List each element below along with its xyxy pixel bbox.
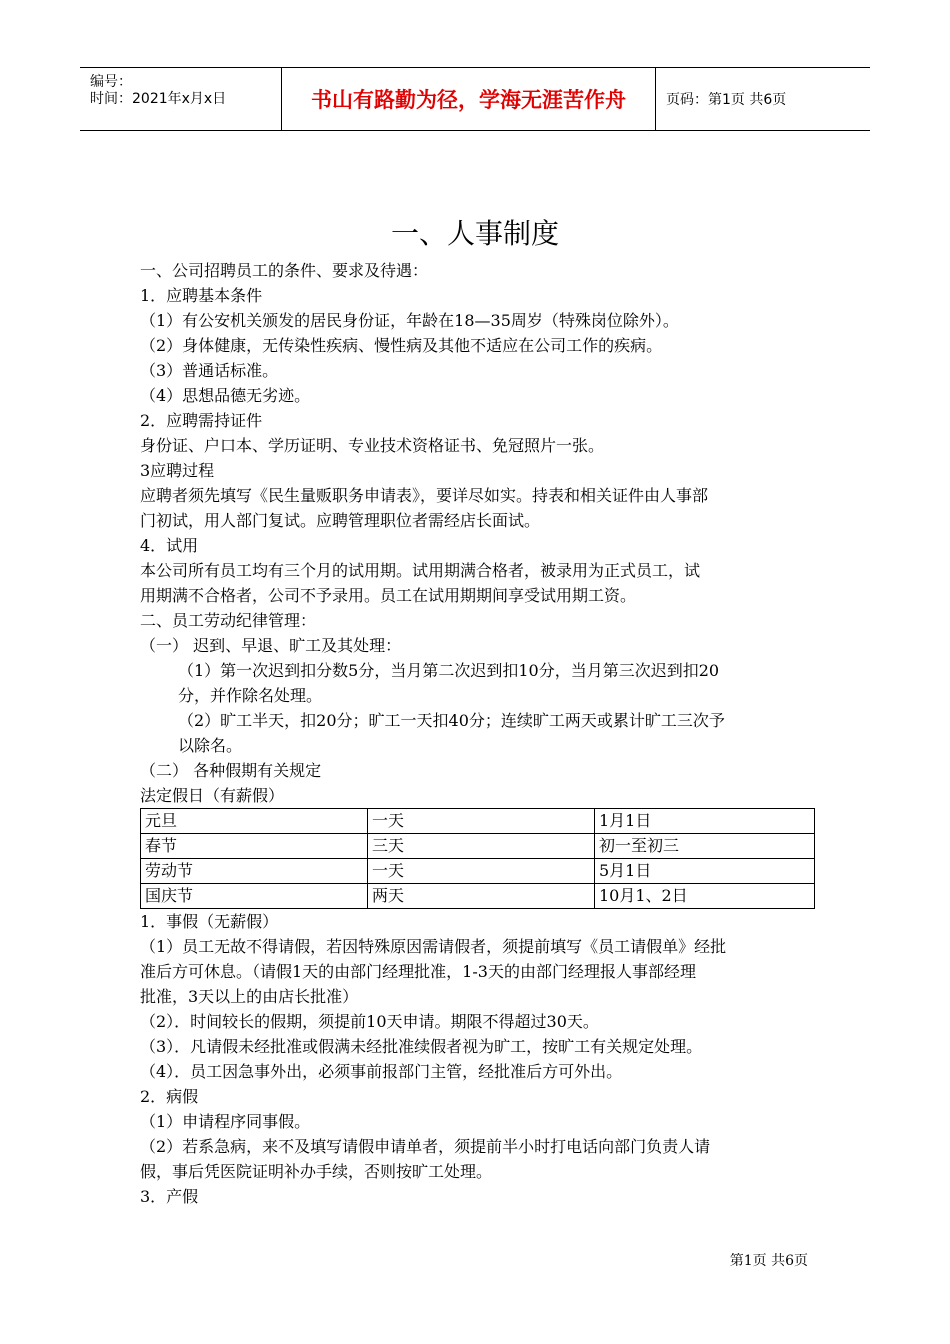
text-line: （3）．凡请假未经批准或假满未经批准续假者视为旷工，按旷工有关规定处理。 — [140, 1037, 703, 1056]
page-footer: 第1页 共6页 — [729, 1253, 808, 1269]
text-line: 准后方可休息。（请假1天的由部门经理批准，1-3天的由部门经理报人事部经理 — [140, 962, 696, 981]
table-cell: 10月1、2日 — [595, 884, 815, 909]
table-cell: 一天 — [368, 809, 595, 834]
text-line: （4）．员工因急事外出，必须事前报部门主管，经批准后方可外出。 — [140, 1062, 623, 1081]
table-cell: 春节 — [141, 834, 368, 859]
text-line: 3．产假 — [140, 1187, 199, 1206]
holiday-table — [140, 808, 815, 909]
text-line: 以除名。 — [178, 736, 243, 755]
table-row — [141, 834, 815, 859]
text-line: 身份证、户口本、学历证明、专业技术资格证书、免冠照片一张。 — [140, 436, 605, 455]
table-cell: 国庆节 — [141, 884, 368, 909]
text-line: 应聘者须先填写《民生量贩职务申请表》，要详尽如实。持表和相关证件由人事部 — [140, 486, 709, 505]
table-cell: 初一至初三 — [595, 834, 815, 859]
header-motto: 书山有路勤为径，学海无涯苦作舟 — [281, 68, 656, 130]
text-line: （4）思想品德无劣迹。 — [140, 386, 311, 405]
table-cell: 5月1日 — [595, 859, 815, 884]
text-line: （3）普通话标准。 — [140, 361, 279, 380]
table-row — [141, 809, 815, 834]
table-cell: 劳动节 — [141, 859, 368, 884]
header-page-info: 页码：第1页 共6页 — [666, 92, 787, 108]
section-leave-rules — [140, 909, 820, 1209]
document-title: 一、人事制度 — [390, 217, 559, 250]
text-line: （1）第一次迟到扣分数5分，当月第二次迟到扣10分，当月第三次迟到扣20 — [178, 661, 720, 680]
text-line: 2．病假 — [140, 1087, 199, 1106]
time-label: 时间：2021年x月x日 — [90, 91, 227, 107]
page-header — [80, 67, 870, 131]
text-line: （2）．时间较长的假期，须提前10天申请。期限不得超过30天。 — [140, 1012, 599, 1031]
document-body — [140, 258, 820, 1209]
table-cell: 一天 — [368, 859, 595, 884]
text-line: 1．应聘基本条件 — [140, 286, 263, 305]
text-line: 分，并作除名处理。 — [178, 686, 323, 705]
section-recruitment — [140, 258, 820, 658]
table-cell: 三天 — [368, 834, 595, 859]
table-row — [141, 859, 815, 884]
table-cell: 两天 — [368, 884, 595, 909]
text-line: 批准，3天以上的由店长批准） — [140, 987, 359, 1006]
text-line: 门初试，用人部门复试。应聘管理职位者需经店长面试。 — [140, 511, 541, 530]
text-line: 假，事后凭医院证明补办手续，否则按旷工处理。 — [140, 1162, 493, 1181]
table-cell: 元旦 — [141, 809, 368, 834]
text-line: （2）身体健康，无传染性疾病、慢性病及其他不适应在公司工作的疾病。 — [140, 336, 663, 355]
table-cell: 1月1日 — [595, 809, 815, 834]
text-line: （1）员工无故不得请假，若因特殊原因需请假者，须提前填写《员工请假单》经批 — [140, 937, 727, 956]
text-line: （一） 迟到、早退、旷工及其处理： — [140, 636, 402, 655]
text-line: 3应聘过程 — [140, 461, 215, 480]
text-line: 一、公司招聘员工的条件、要求及待遇： — [140, 261, 429, 280]
text-line: （2）旷工半天，扣20分；旷工一天扣40分；连续旷工两天或累计旷工三次予 — [178, 711, 725, 730]
text-line: （1）申请程序同事假。 — [140, 1112, 311, 1131]
table-row — [141, 884, 815, 909]
text-line: （1）有公安机关颁发的居民身份证，年龄在18—35周岁（特殊岗位除外）。 — [140, 311, 679, 330]
text-line: 2．应聘需持证件 — [140, 411, 263, 430]
text-line: 用期满不合格者，公司不予录用。员工在试用期期间享受试用期工资。 — [140, 586, 637, 605]
section-lateness-rules — [140, 658, 820, 758]
text-line: 法定假日（有薪假） — [140, 786, 285, 805]
text-line: （二） 各种假期有关规定 — [140, 761, 322, 780]
number-label: 编号： — [90, 74, 132, 90]
text-line: 4．试用 — [140, 536, 199, 555]
text-line: 1．事假（无薪假） — [140, 912, 279, 931]
header-meta — [80, 68, 280, 130]
text-line: 本公司所有员工均有三个月的试用期。试用期满合格者，被录用为正式员工，试 — [140, 561, 701, 580]
text-line: 二、员工劳动纪律管理： — [140, 611, 317, 630]
section-leave-heading — [140, 758, 820, 808]
text-line: （2）若系急病，来不及填写请假申请单者，须提前半小时打电话向部门负责人请 — [140, 1137, 711, 1156]
